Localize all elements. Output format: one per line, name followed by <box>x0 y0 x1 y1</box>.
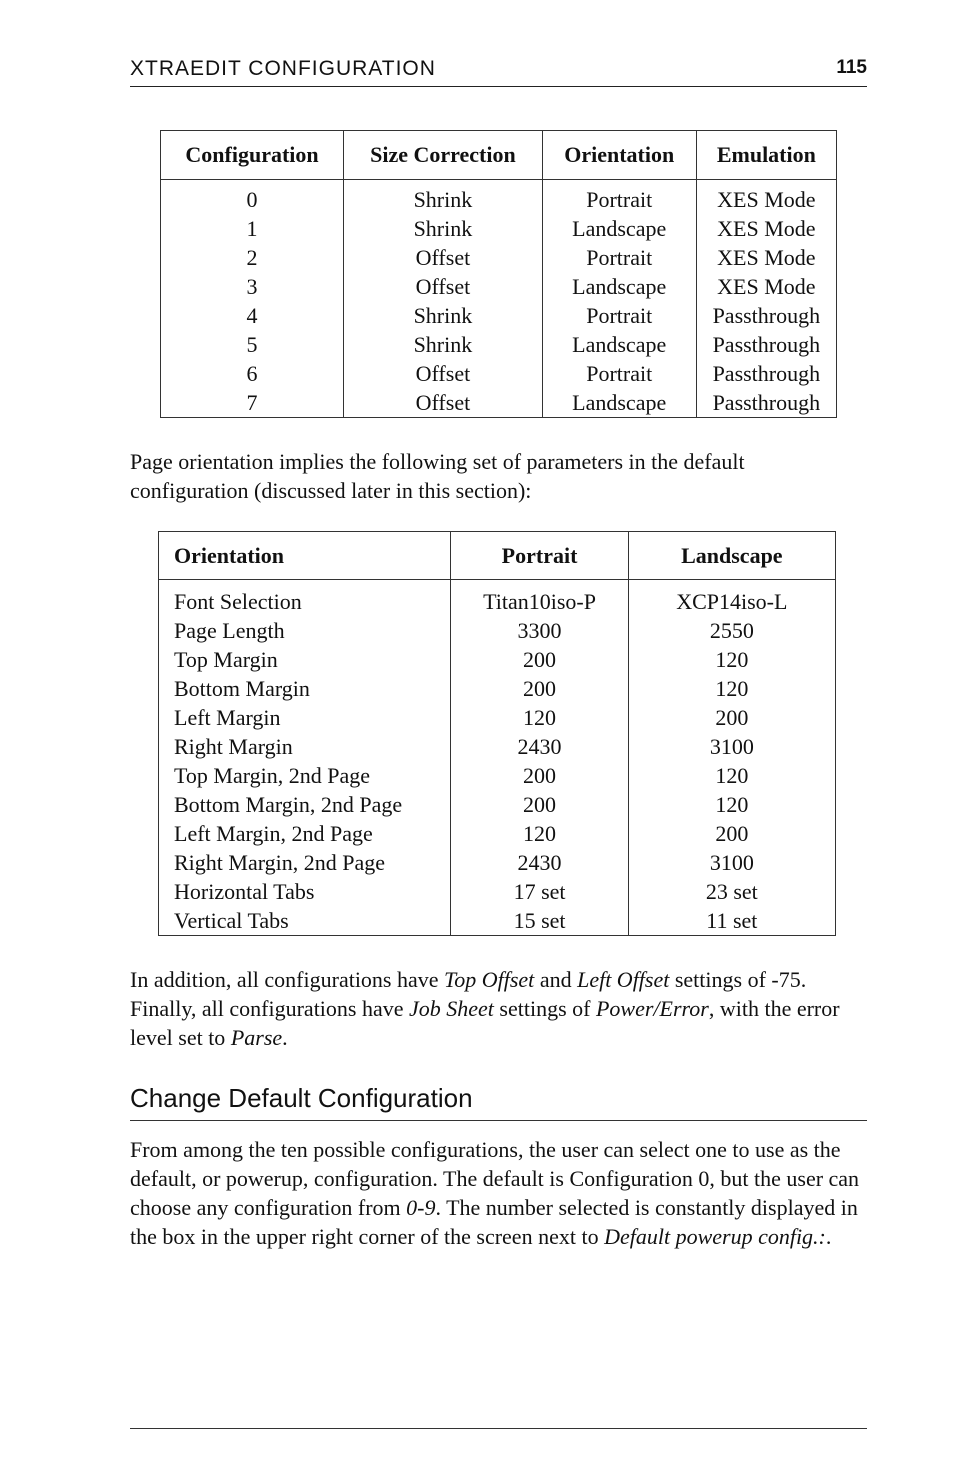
table-cell: 3100 <box>628 848 835 877</box>
column-header: Configuration <box>161 131 344 180</box>
table-cell: 2550 <box>628 616 835 645</box>
intro-paragraph: Page orientation implies the following set of parameters in the default configuration (discussed later in this section): <box>130 449 745 503</box>
table-row <box>161 301 837 330</box>
table-cell: 3100 <box>628 732 835 761</box>
column-header: Orientation <box>159 532 451 580</box>
table-cell: Vertical Tabs <box>174 908 289 933</box>
table-cell: XES Mode <box>696 180 836 215</box>
table-cell: Landscape <box>542 214 696 243</box>
table-cell: Portrait <box>542 301 696 330</box>
running-header-title: XTRAEDIT CONFIGURATION <box>130 57 436 80</box>
table-cell: 200 <box>628 819 835 848</box>
table-cell: XCP14iso-L <box>628 580 835 617</box>
table-row <box>159 616 836 645</box>
emphasis-text: 0-9 <box>406 1195 436 1220</box>
table-row <box>161 180 837 215</box>
emphasis-text: Job Sheet <box>409 996 494 1021</box>
table-cell: Landscape <box>542 330 696 359</box>
table-cell: Offset <box>344 243 543 272</box>
table-cell: 2430 <box>451 848 628 877</box>
table-cell: 120 <box>628 761 835 790</box>
table-row <box>159 703 836 732</box>
table-cell: Left Margin <box>174 705 281 730</box>
paragraph-text: . The number selected is constantly displayed in the box in the upper right corner of the screen next to <box>130 1195 858 1249</box>
table-cell: 0 <box>246 187 258 212</box>
table-cell: 200 <box>628 703 835 732</box>
paragraph-text: . <box>282 1025 288 1050</box>
table-row <box>161 330 837 359</box>
table-cell: Offset <box>344 272 543 301</box>
table-cell: Shrink <box>344 330 543 359</box>
table-cell: Page Length <box>174 618 285 643</box>
table-cell: 2430 <box>451 732 628 761</box>
table-cell: Left Margin, 2nd Page <box>174 821 373 846</box>
table-cell: 120 <box>628 645 835 674</box>
table-cell: Top Margin <box>174 647 278 672</box>
table-cell: Passthrough <box>696 388 836 418</box>
table-cell: 17 set <box>451 877 628 906</box>
column-header: Portrait <box>451 532 628 580</box>
table-cell: 2 <box>246 245 258 270</box>
table-cell: Shrink <box>344 214 543 243</box>
table-row <box>159 819 836 848</box>
table-cell: XES Mode <box>696 214 836 243</box>
table-cell: Font Selection <box>174 589 302 614</box>
orientation-table <box>158 531 836 936</box>
table-cell: Horizontal Tabs <box>174 879 315 904</box>
column-header: Orientation <box>542 131 696 180</box>
footer-rule <box>130 1428 867 1429</box>
table-cell: Portrait <box>542 180 696 215</box>
table-cell: 23 set <box>628 877 835 906</box>
page-number: 115 <box>836 57 867 78</box>
table-cell: Portrait <box>542 243 696 272</box>
table-row <box>159 674 836 703</box>
table-cell: 200 <box>451 674 628 703</box>
table-cell: Offset <box>344 359 543 388</box>
table-cell: 120 <box>628 790 835 819</box>
table-cell: Bottom Margin <box>174 676 310 701</box>
table-cell: 15 set <box>451 906 628 936</box>
paragraph-text: , with the error level set to <box>130 996 840 1050</box>
table-cell: XES Mode <box>696 243 836 272</box>
table-row <box>161 214 837 243</box>
table-row <box>159 877 836 906</box>
emphasis-text: Default powerup config.: <box>604 1224 826 1249</box>
table-cell: 4 <box>246 303 258 328</box>
table-cell: Right Margin, 2nd Page <box>174 850 386 875</box>
emphasis-text: Left Offset <box>577 967 670 992</box>
column-header: Landscape <box>628 532 835 580</box>
addition-paragraph <box>130 965 867 1052</box>
table-cell: 200 <box>451 790 628 819</box>
table-row <box>159 732 836 761</box>
paragraph-text: settings of -75. Finally, all configurations have <box>130 967 807 1021</box>
table-cell: Portrait <box>542 359 696 388</box>
table-cell: 1 <box>246 216 258 241</box>
table-cell: 11 set <box>628 906 835 936</box>
table-row <box>159 906 836 936</box>
table-cell: 200 <box>451 761 628 790</box>
table-row <box>159 645 836 674</box>
paragraph-text: . <box>825 1224 832 1249</box>
table-row <box>161 359 837 388</box>
table-cell: Landscape <box>542 272 696 301</box>
section-heading: Change Default Configuration <box>130 1080 867 1121</box>
configuration-table <box>160 130 837 418</box>
paragraph-text: From among the ten possible configurations, the user can select one to use as the default, or powerup, configuration. The default is Configuration 0, but the user can choose any configuration from <box>130 1137 860 1220</box>
table-cell: 200 <box>451 645 628 674</box>
table-cell: Right Margin <box>174 734 293 759</box>
emphasis-text: Top Offset <box>444 967 535 992</box>
table-cell: 5 <box>246 332 258 357</box>
running-header <box>130 55 867 87</box>
column-header: Emulation <box>696 131 836 180</box>
emphasis-text: Power/Error <box>595 996 709 1021</box>
default-config-paragraph <box>130 1135 867 1251</box>
table-cell: XES Mode <box>696 272 836 301</box>
table-cell: Shrink <box>344 180 543 215</box>
table-cell: 6 <box>246 361 258 386</box>
table-cell: 120 <box>628 674 835 703</box>
table-cell: Passthrough <box>696 301 836 330</box>
paragraph-text: and <box>534 967 578 992</box>
table-cell: 120 <box>451 819 628 848</box>
table-row <box>159 790 836 819</box>
table-cell: 120 <box>451 703 628 732</box>
table-row <box>159 761 836 790</box>
paragraph-text: settings of <box>493 996 596 1021</box>
table-header-row <box>159 532 836 580</box>
table-cell: 3 <box>246 274 258 299</box>
table-cell: Bottom Margin, 2nd Page <box>174 792 403 817</box>
table-cell: Passthrough <box>696 330 836 359</box>
table-header-row <box>161 131 837 180</box>
table-cell: Offset <box>344 388 543 418</box>
table-cell: Top Margin, 2nd Page <box>174 763 371 788</box>
table-cell: 3300 <box>451 616 628 645</box>
table-row <box>161 272 837 301</box>
paragraph-text: In addition, all configurations have <box>130 967 445 992</box>
emphasis-text: Parse <box>230 1025 283 1050</box>
table-row <box>161 243 837 272</box>
table-cell: Landscape <box>542 388 696 418</box>
table-cell: 7 <box>246 390 258 415</box>
column-header: Size Correction <box>344 131 543 180</box>
table-row <box>159 580 836 617</box>
table-cell: Shrink <box>344 301 543 330</box>
table-cell: Titan10iso-P <box>451 580 628 617</box>
table-row <box>159 848 836 877</box>
table-cell: Passthrough <box>696 359 836 388</box>
table-row <box>161 388 837 418</box>
